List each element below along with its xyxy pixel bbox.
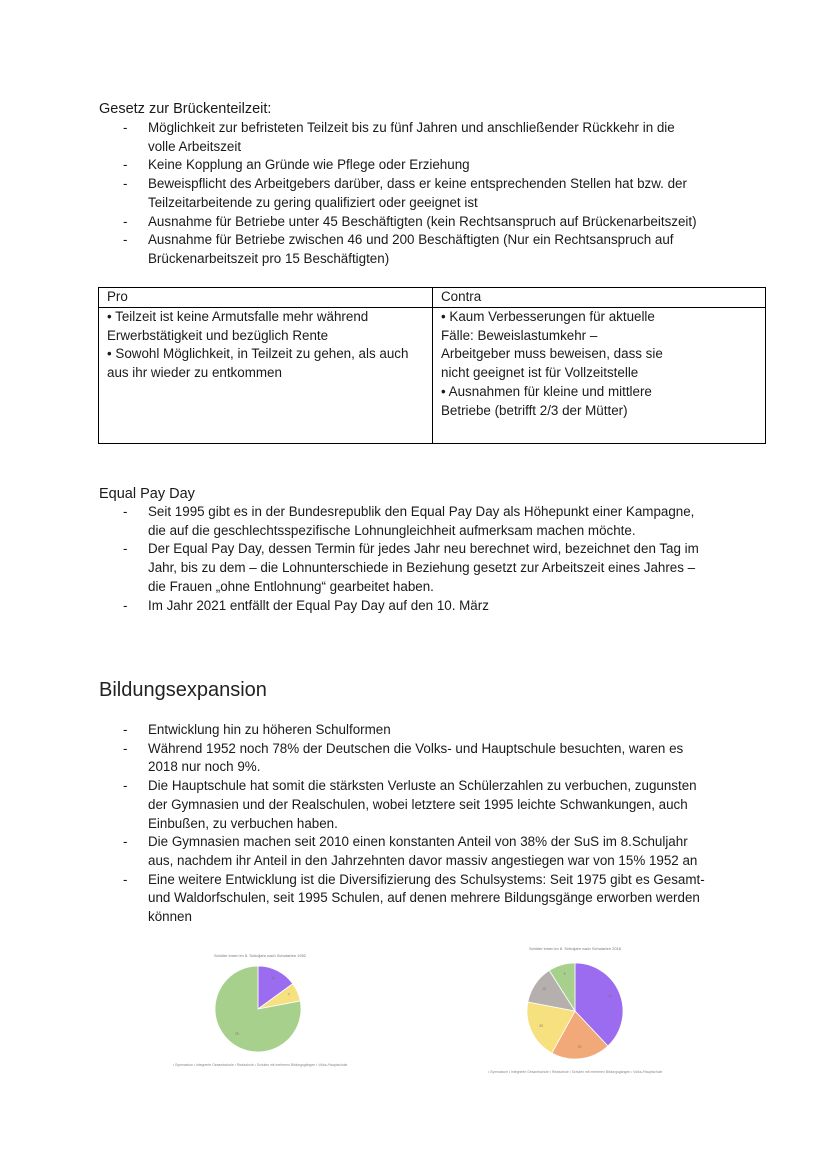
chart-title: Schüler innen im 8. Schuljahr nach Schularten 1952: [213, 953, 307, 958]
list-item: - Die Gymnasien machen seit 2010 einen konstanten Anteil von 38% der SuS im 8.Schuljahr aus, nachdem ihr Anteil in den Jahrzehnten davor massiv angestiegen war von 15% 1952 an: [123, 834, 698, 868]
table-header-row: [99, 288, 766, 308]
section-heading-brueckenteilzeit: Gesetz zur Brückenteilzeit:: [99, 101, 272, 117]
pie-slice-label: 78: [234, 1031, 239, 1036]
chart-slices: [527, 963, 623, 1059]
list-item: - Entwicklung hin zu höheren Schulformen: [123, 722, 391, 737]
list-item: - Möglichkeit zur befristeten Teilzeit bis zu fünf Jahren und anschließender Rückkehr in die volle Arbeitszeit: [123, 120, 675, 154]
chart-slices: [215, 966, 301, 1052]
pro-contra-table: [98, 287, 766, 444]
chart-legend: • Gymnasium • Integrierte Gesamtschule • Realschule • Schulen mit mehreren Bildungsgängen • Volks-/Hauptschule: [487, 1070, 663, 1074]
list-item: - Die Hauptschule hat somit die stärksten Verluste an Schülerzahlen zu verbuchen, zugunsten der Gymnasien und der Realschulen, wobei letztere seit 1995 leichte Schwankungen, auch Einbußen, zu verbuchen haben.: [123, 778, 697, 831]
section-heading-equal-pay-day: Equal Pay Day: [99, 486, 195, 502]
pro-header: Pro: [99, 288, 433, 308]
list-item: - Ausnahme für Betriebe zwischen 46 und 200 Beschäftigten (Nur ein Rechtsanspruch auf Brückenarbeitszeit pro 15 Beschäftigten): [123, 232, 674, 266]
list-item: - Ausnahme für Betriebe unter 45 Beschäftigten (kein Rechtsanspruch auf Brückenarbeitszeit): [123, 213, 697, 229]
list-item: - Während 1952 noch 78% der Deutschen die Volks- und Hauptschule besuchten, waren es 2018 nur noch 9%.: [123, 740, 684, 775]
list-item: - Der Equal Pay Day, dessen Termin für jedes Jahr neu berechnet wird, bezeichnet den Tag im Jahr, bis zu dem – die Lohnunterschiede in Beziehung gesetzt zur Arbeitszeit eines Jahres – die Frauen „ohne Entlohnung“ gearbeitet haben.: [123, 541, 699, 594]
equal-pay-list: [99, 503, 739, 615]
bildung-list: [99, 721, 739, 927]
chart-title: Schüler innen im 8. Schuljahr nach Schularten 2018: [528, 946, 622, 951]
pie-slice-label: 13: [542, 986, 546, 991]
chart-legend: • Gymnasium • Integrierte Gesamtschule • Realschule • Schulen mit mehreren Bildungsgängen • Volks-/Hauptschule: [172, 1063, 348, 1067]
list-item: - Beweispflicht des Arbeitgebers darüber, dass er keine entsprechenden Stellen hat bzw. der Teilzeitarbeitende zu gering qualifiziert oder geeignet ist: [123, 176, 687, 210]
contra-cell: • Kaum Verbesserungen für aktuelle Fälle: Beweislastumkehr – Arbeitgeber muss beweisen, dass sie nicht geeignet ist für Vollzeitstelle • Ausnahmen für kleine und mittlere Betriebe (betrifft 2/3 der Mütter): [433, 308, 766, 444]
pie-slice-label: 7: [287, 992, 290, 997]
pie-chart-1952: [172, 948, 348, 1073]
table-row: [99, 308, 766, 444]
section-heading-bildungsexpansion: Bildungsexpansion: [99, 679, 267, 701]
pie-chart-2018: [487, 941, 663, 1079]
pie-slice-label: 20: [577, 1045, 582, 1050]
pie-slice-label: 9: [563, 972, 566, 977]
contra-header: Contra: [433, 288, 766, 308]
pie-slice-label: 20: [539, 1023, 544, 1028]
pro-cell: • Teilzeit ist keine Armutsfalle mehr während Erwerbstätigkeit und bezüglich Rente • Sowohl Möglichkeit, in Teilzeit zu gehen, als auch aus ihr wieder zu entkommen: [99, 308, 433, 444]
list-item: - Seit 1995 gibt es in der Bundesrepublik den Equal Pay Day als Höhepunkt einer Kampagne, die auf die geschlechtsspezifische Lohnungleichheit aufmerksam machen möchte.: [123, 504, 695, 538]
brueckenteilzeit-list: [99, 119, 739, 269]
list-item: - Im Jahr 2021 entfällt der Equal Pay Day auf den 10. März: [123, 597, 489, 613]
pie-slice-label: 38: [607, 994, 612, 999]
list-item: - Eine weitere Entwicklung ist die Diversifizierung des Schulsystems: Seit 1975 gibt es Gesamt- und Waldorfschulen, seit 1995 Schulen, auf denen mehrere Bildungsgänge erworben werden können: [123, 871, 705, 925]
list-item: - Keine Kopplung an Gründe wie Pflege oder Erziehung: [123, 157, 470, 173]
pie-slice-label: 15: [271, 976, 276, 981]
